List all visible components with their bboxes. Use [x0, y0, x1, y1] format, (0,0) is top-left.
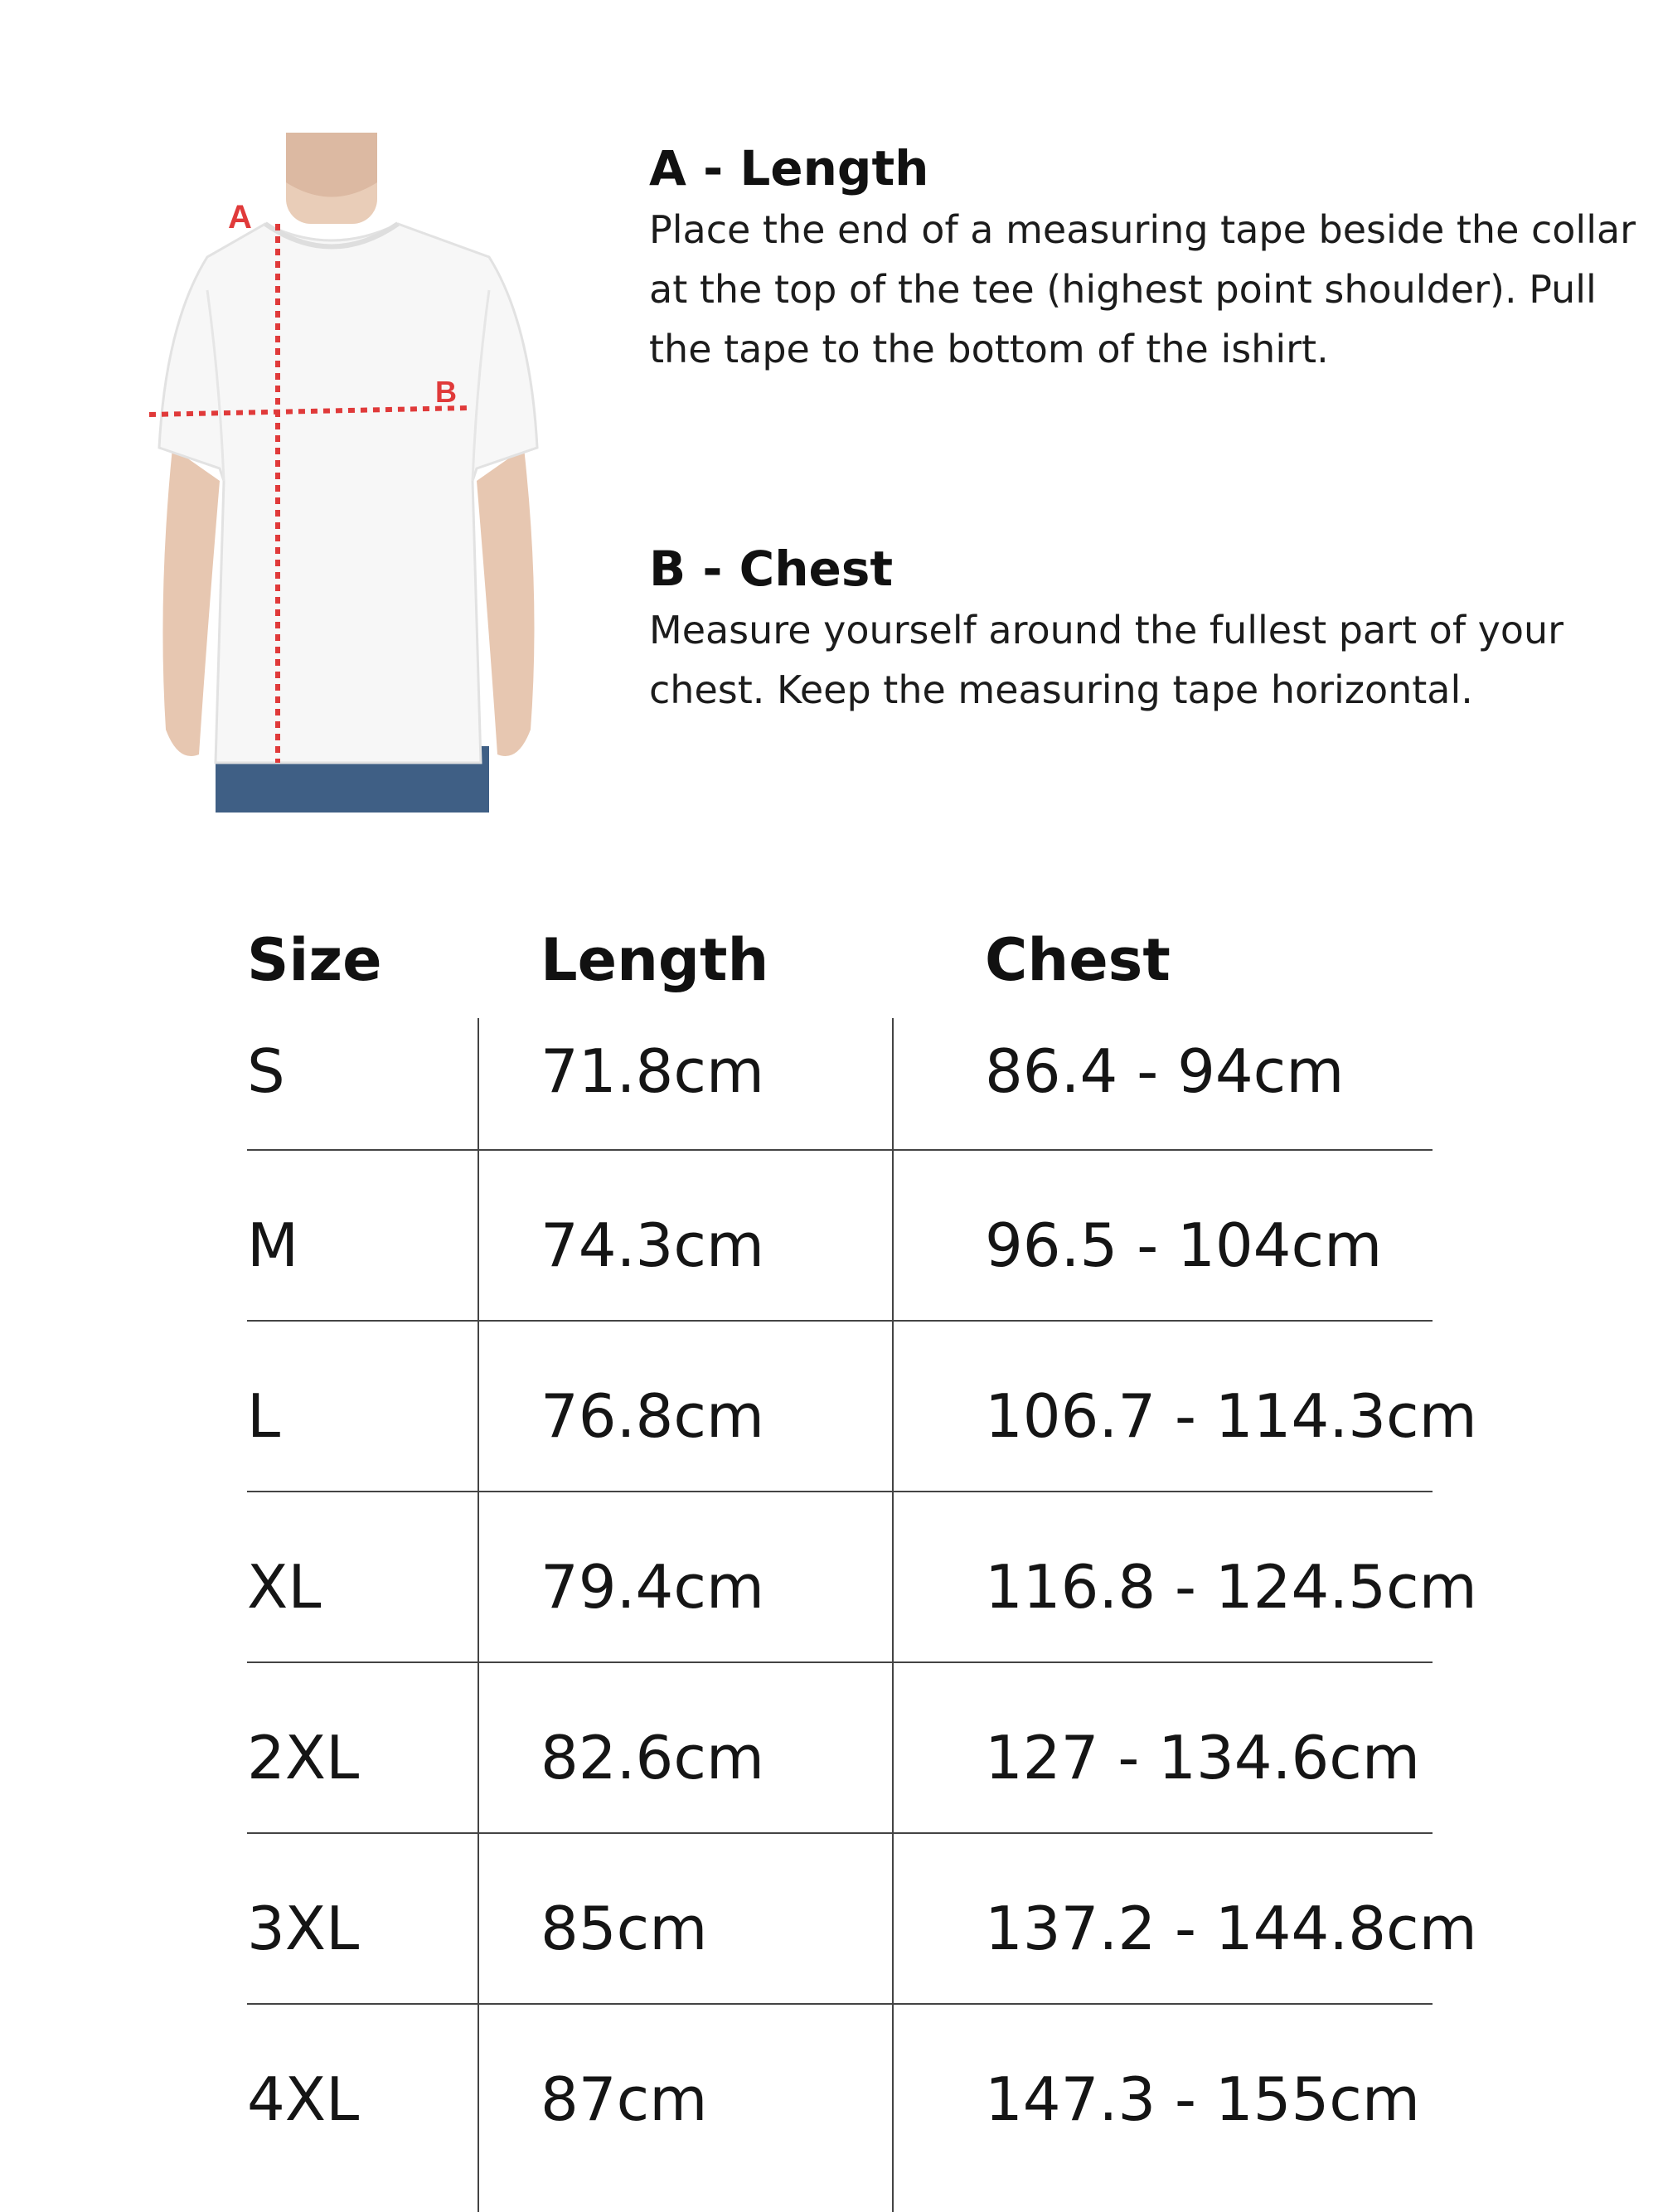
- cell-chest: 86.4 - 94cm: [985, 1036, 1345, 1106]
- cell-chest: 116.8 - 124.5cm: [985, 1552, 1477, 1622]
- tshirt-illustration: [141, 133, 555, 813]
- cell-size: M: [247, 1210, 299, 1280]
- cell-chest: 127 - 134.6cm: [985, 1723, 1421, 1792]
- guide-length-text: Place the end of a measuring tape beside the collar at the top of the tee (highest point shoulder). Pull the tape to the bottom of the ishirt.: [649, 207, 1636, 371]
- header-length: Length: [541, 926, 769, 994]
- table-row: [247, 1834, 1477, 2005]
- left-arm: [162, 448, 220, 756]
- chin: [286, 133, 377, 197]
- header-size: Size: [247, 926, 382, 994]
- cell-length: 82.6cm: [541, 1723, 765, 1792]
- cell-size: 2XL: [247, 1723, 360, 1792]
- cell-size: XL: [247, 1552, 322, 1622]
- header-chest: Chest: [985, 926, 1171, 994]
- cell-length: 76.8cm: [541, 1381, 765, 1451]
- table-row: [247, 1151, 1433, 1322]
- guide-chest-text: Measure yourself around the fullest part of your chest. Keep the measuring tape horizontal.: [649, 608, 1564, 712]
- guide-length: [649, 137, 1644, 379]
- cell-chest: 137.2 - 144.8cm: [985, 1894, 1477, 1963]
- guide-length-title: A - Length: [649, 140, 929, 196]
- table-body: [247, 1018, 1477, 2134]
- table-row: [247, 2005, 1433, 2134]
- cell-size: L: [247, 1381, 281, 1451]
- marker-b: B: [435, 375, 457, 409]
- table-row: [247, 1663, 1433, 1834]
- table-row: [247, 1492, 1477, 1663]
- table-row: [247, 1322, 1477, 1492]
- cell-length: 79.4cm: [541, 1552, 765, 1622]
- cell-length: 87cm: [541, 2064, 708, 2134]
- cell-length: 71.8cm: [541, 1036, 765, 1106]
- cell-size: S: [247, 1036, 285, 1106]
- cell-chest: 106.7 - 114.3cm: [985, 1381, 1477, 1451]
- right-arm: [477, 448, 535, 756]
- marker-a: A: [228, 199, 252, 235]
- table-row: [247, 1018, 1433, 1151]
- guide-chest-title: B - Chest: [649, 541, 894, 597]
- cell-chest: 147.3 - 155cm: [985, 2064, 1421, 2134]
- cell-size: 3XL: [247, 1894, 360, 1963]
- guide-chest: [649, 537, 1644, 720]
- cell-length: 85cm: [541, 1894, 708, 1963]
- cell-size: 4XL: [247, 2064, 360, 2134]
- cell-length: 74.3cm: [541, 1210, 765, 1280]
- cell-chest: 96.5 - 104cm: [985, 1210, 1383, 1280]
